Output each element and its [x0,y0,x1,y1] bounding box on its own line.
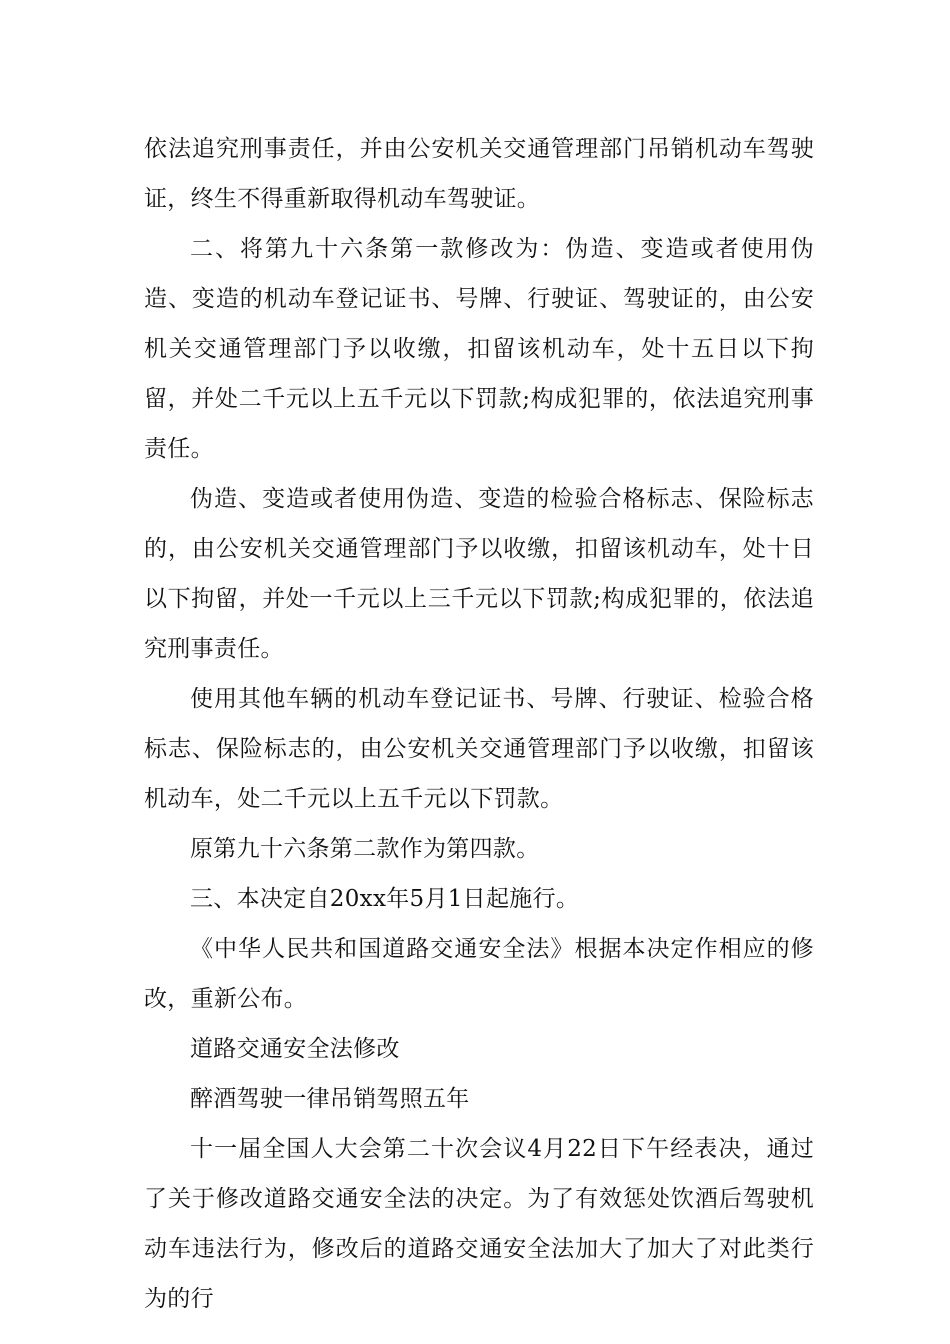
paragraph-amendment-two: 二、将第九十六条第一款修改为：伪造、变造或者使用伪造、变造的机动车登记证书、号牌、行驶证、驾驶证的，由公安机关交通管理部门予以收缴，扣留该机动车，处十五日以下拘留，并处二千元以上五千元以下罚款;构成犯罪的，依法追究刑事责任。 [144,236,814,462]
paragraph-other-vehicles: 使用其他车辆的机动车登记证书、号牌、行驶证、检验合格标志、保险标志的，由公安机关交通管理部门予以收缴，扣留该机动车，处二千元以上五千元以下罚款。 [144,686,814,812]
section-subheading-drunk-driving: 醉酒驾驶一律吊销驾照五年 [190,1086,470,1112]
section-heading-law-revision: 道路交通安全法修改 [190,1036,400,1062]
paragraph-effective-date: 三、本决定自20xx年5月1日起施行。 [190,886,580,912]
paragraph-fourth-clause: 原第九十六条第二款作为第四款。 [190,836,540,862]
paragraph-republish: 《中华人民共和国道路交通安全法》根据本决定作相应的修改，重新公布。 [144,936,814,1012]
paragraph-inspection-marks: 伪造、变造或者使用伪造、变造的检验合格标志、保险标志的，由公安机关交通管理部门予以收缴，扣留该机动车，处十日以下拘留，并处一千元以上三千元以下罚款;构成犯罪的，依法追究刑事责任。 [144,486,814,662]
paragraph-npc-vote: 十一届全国人大会第二十次会议4月22日下午经表决，通过了关于修改道路交通安全法的决定。为了有效惩处饮酒后驾驶机动车违法行为，修改后的道路交通安全法加大了加大了对此类行为的行 [144,1136,814,1312]
paragraph-continuation: 依法追究刑事责任，并由公安机关交通管理部门吊销机动车驾驶证，终生不得重新取得机动车驾驶证。 [144,136,814,212]
document-body [144,124,814,1324]
